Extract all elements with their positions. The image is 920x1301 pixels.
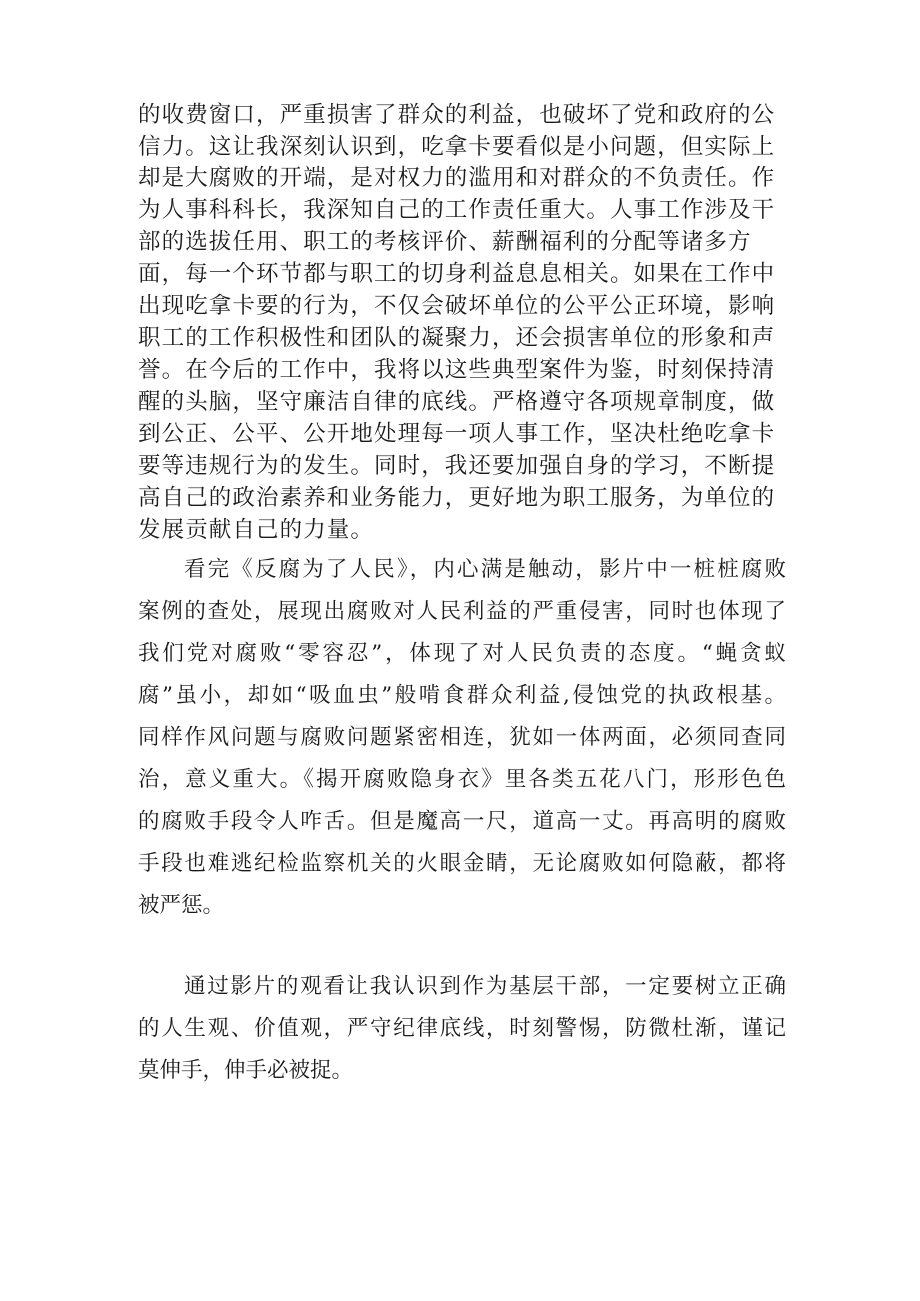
text-line: 面，每一个环节都与职工的切身利益息息相关。如果在工作中 [138, 261, 776, 287]
text-line: 案例的查处，展现出腐败对人民利益的严重侵害，同时也体现了 [138, 599, 786, 624]
text-line: 莫伸手，伸手必被捉。 [138, 1058, 354, 1083]
text-line: 同样作风问题与腐败问题紧密相连，犹如一体两面，必须同查同 [138, 725, 786, 750]
text-line: 要等违规行为的发生。同时，我还要加强自身的学习，不断提 [138, 453, 776, 479]
text-line: 部的选拔任用、职工的考核评价、薪酬福利的分配等诸多方 [138, 229, 752, 255]
text-line: 的腐败手段令人咋舌。但是魔高一尺，道高一丈。再高明的腐败 [138, 809, 786, 834]
text-line: 誉。在今后的工作中，我将以这些典型案件为鉴，时刻保持清 [138, 357, 776, 383]
text-line: 却是大腐败的开端，是对权力的滥用和对群众的不负责任。作 [138, 165, 776, 191]
text-line: 手段也难逃纪检监察机关的火眼金睛，无论腐败如何隐蔽，都将 [138, 851, 786, 876]
text-line: 看完《反腐为了人民》，内心满是触动，影片中一桩桩腐败 [184, 557, 786, 582]
text-line: 的收费窗口，严重损害了群众的利益，也破坏了党和政府的公 [138, 102, 776, 128]
text-line: 出现吃拿卡要的行为，不仅会破坏单位的公平公正环境，影响 [138, 293, 776, 319]
text-line: 腐”虽小，却如“吸血虫”般啃食群众利益,侵蚀党的执政根基。 [138, 683, 786, 708]
text-line: 到公正、公平、公开地处理每一项人事工作，坚决杜绝吃拿卡 [138, 421, 776, 447]
text-line: 的人生观、价值观，严守纪律底线，时刻警惕，防微杜渐，谨记 [138, 1016, 786, 1041]
text-line: 发展贡献自己的力量。 [138, 517, 375, 543]
text-line: 通过影片的观看让我认识到作为基层干部，一定要树立正确 [184, 974, 786, 999]
text-line: 信力。这让我深刻认识到，吃拿卡要看似是小问题，但实际上 [138, 134, 776, 160]
text-line: 治，意义重大。《揭开腐败隐身衣》里各类五花八门，形形色色 [138, 767, 786, 792]
text-line: 被严惩。 [138, 893, 225, 918]
text-line: 为人事科科长，我深知自己的工作责任重大。人事工作涉及干 [138, 197, 776, 223]
text-line: 高自己的政治素养和业务能力，更好地为职工服务，为单位的 [138, 485, 776, 511]
text-line: 醒的头脑，坚守廉洁自律的底线。严格遵守各项规章制度，做 [138, 389, 776, 415]
text-line: 职工的工作积极性和团队的凝聚力，还会损害单位的形象和声 [138, 325, 776, 351]
text-line: 我们党对腐败“零容忍”，体现了对人民负责的态度。“蝇贪蚁 [138, 641, 786, 666]
